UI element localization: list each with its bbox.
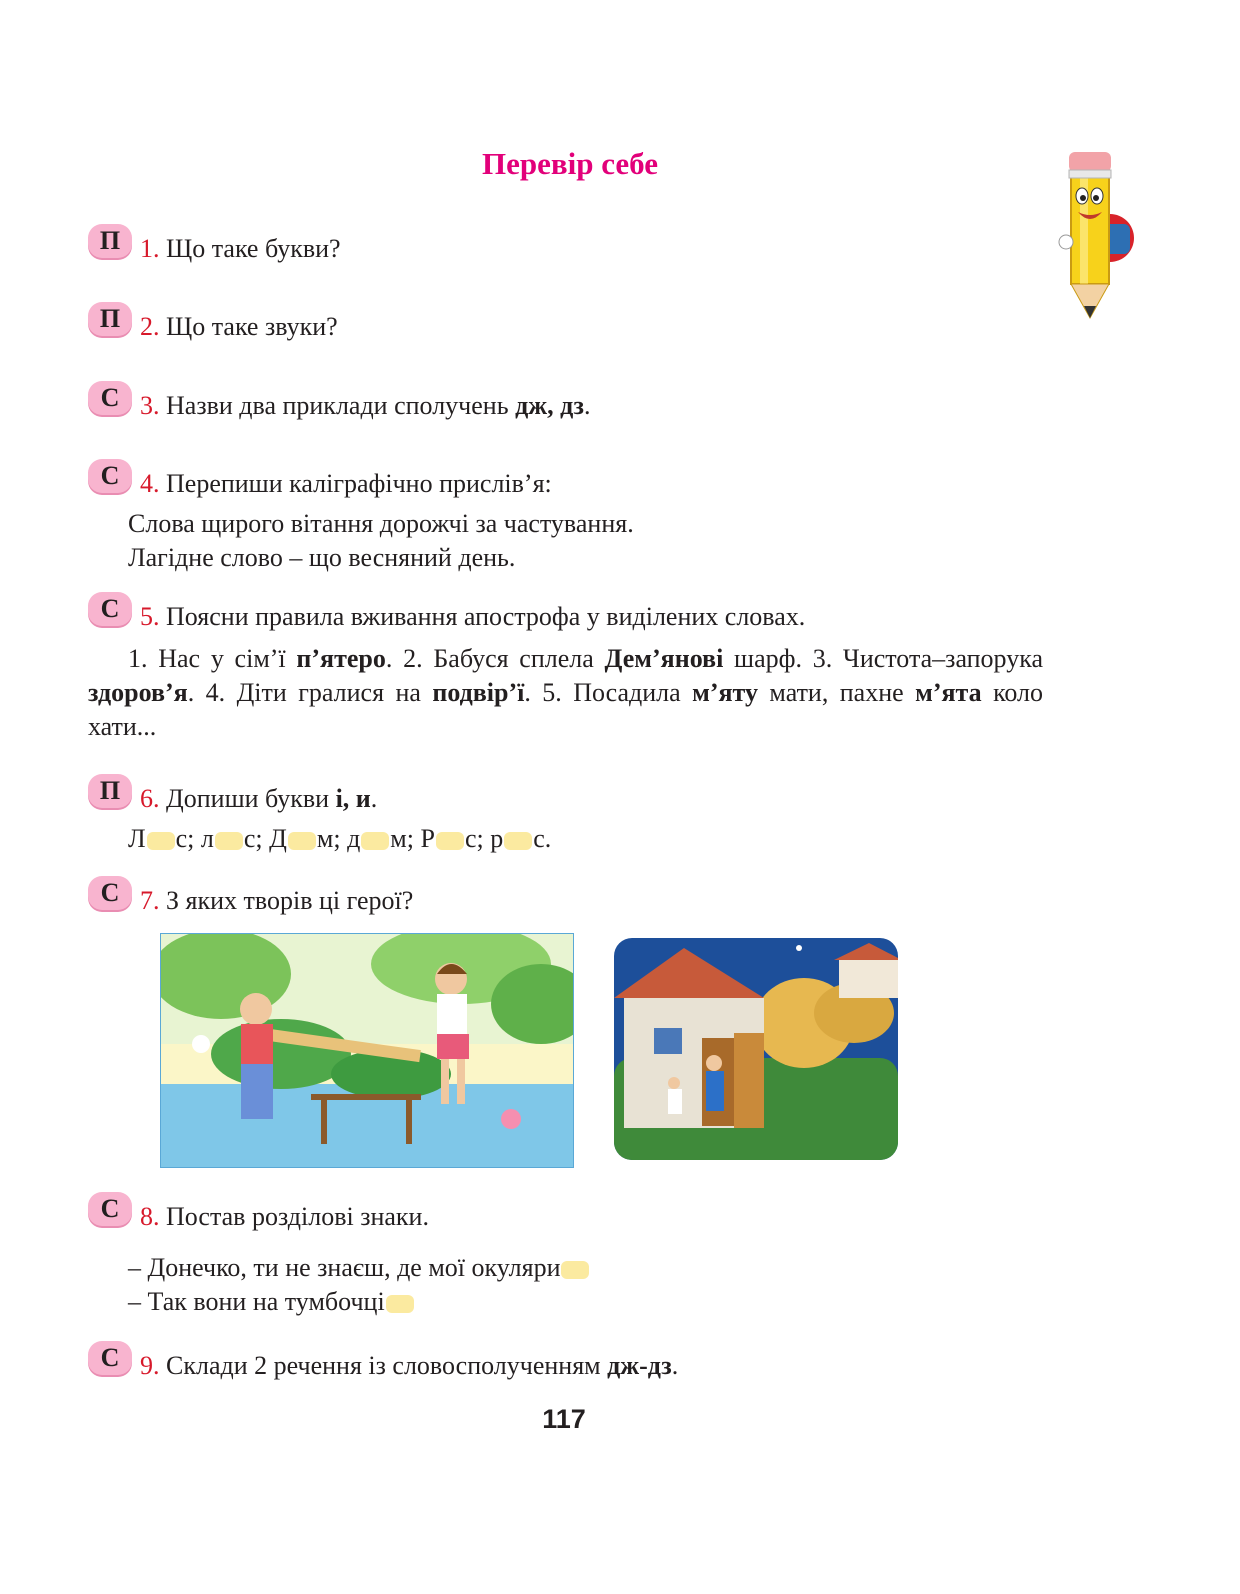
text-run: . 5. Посадила: [524, 678, 693, 707]
proverb-line: Слова щирого вітання дорожчі за частування.: [128, 509, 634, 538]
dialogue-line: [128, 1285, 1068, 1319]
task-number: 8.: [140, 1202, 160, 1231]
task-badge: П: [88, 224, 132, 258]
answer-blank[interactable]: [215, 832, 243, 850]
page-title: Перевір себе: [482, 146, 658, 181]
village-house-night-illustration: [614, 938, 898, 1160]
answer-blank[interactable]: [504, 832, 532, 850]
bold-letters: дж, дз: [515, 391, 585, 420]
text-run: . 2. Бабуся сплела: [385, 644, 605, 673]
punctuation: .: [584, 391, 591, 420]
task-badge: С: [88, 1341, 132, 1375]
fill-in-line: [128, 822, 1068, 856]
text-run: с; Д: [243, 824, 287, 853]
punctuation: .: [370, 784, 378, 813]
task-number: 2.: [140, 312, 160, 341]
task-badge: С: [88, 381, 132, 415]
text-run: . 4. Діти гралися на: [187, 678, 433, 707]
task-question: Що таке букви?: [166, 234, 341, 263]
task-badge: П: [88, 302, 132, 336]
answer-blank[interactable]: [436, 832, 464, 850]
task-9: [88, 1343, 1068, 1383]
text-run: Л: [128, 824, 146, 853]
highlighted-word: м’ята: [915, 678, 982, 707]
task-number: 6.: [140, 784, 160, 813]
text-run: с.: [533, 824, 552, 853]
task-5: [88, 594, 1068, 744]
answer-blank[interactable]: [386, 1295, 414, 1313]
text-run: с; л: [175, 824, 214, 853]
task-4: [88, 461, 1068, 575]
text-run: м; д: [316, 824, 361, 853]
task-question: Постав розділові знаки.: [166, 1202, 429, 1231]
text-run: – Донечко, ти не знаєш, де мої окуляри: [128, 1253, 561, 1282]
highlighted-word: Дем’янові: [604, 644, 724, 673]
answer-blank[interactable]: [561, 1261, 589, 1279]
punctuation: .: [671, 1351, 679, 1380]
page-number: 117: [542, 1404, 586, 1434]
task-question: З яких творів ці герої?: [166, 886, 414, 915]
exercise-paragraph: [88, 642, 1043, 744]
text-run: коло хати...: [88, 678, 1044, 741]
task-8: [88, 1194, 1068, 1319]
answer-blank[interactable]: [288, 832, 316, 850]
task-badge: С: [88, 592, 132, 626]
text-run: мати, пахне: [758, 678, 916, 707]
text-run: – Так вони на тумбочці: [128, 1287, 385, 1316]
task-2: [88, 304, 1068, 344]
task-3: [88, 383, 1068, 423]
task-question: Допиши букви: [166, 784, 336, 813]
task-question: Поясни правила вживання апострофа у виділених словах.: [166, 602, 806, 631]
task-number: 3.: [140, 391, 160, 420]
task-number: 5.: [140, 602, 160, 631]
task-number: 4.: [140, 469, 160, 498]
task-badge: С: [88, 876, 132, 910]
task-7: [88, 878, 1068, 918]
task-question: Перепиши каліграфічно прислів’я:: [166, 469, 552, 498]
highlighted-word: м’яту: [692, 678, 758, 707]
task-badge: С: [88, 459, 132, 493]
task-badge: П: [88, 774, 132, 808]
task-6: [88, 776, 1068, 856]
highlighted-word: п’ятеро: [296, 644, 386, 673]
task-number: 9.: [140, 1351, 160, 1380]
task-question: Що таке звуки?: [166, 312, 338, 341]
task-badge: С: [88, 1192, 132, 1226]
task-number: 7.: [140, 886, 160, 915]
bold-letters: дж-дз: [607, 1351, 672, 1380]
children-by-stream-illustration: [160, 933, 574, 1168]
answer-blank[interactable]: [147, 832, 175, 850]
highlighted-word: здоров’я: [88, 678, 188, 707]
dialogue-line: [128, 1251, 1068, 1285]
text-run: м; Р: [390, 824, 435, 853]
answer-blank[interactable]: [361, 832, 389, 850]
task-1: [88, 226, 1068, 266]
bold-letters: і, и: [335, 784, 371, 813]
text-run: шарф. 3. Чистота–запорука: [723, 644, 1043, 673]
highlighted-word: подвір’ї: [432, 678, 525, 707]
task-number: 1.: [140, 234, 160, 263]
task-question: Склади 2 речення із словосполученням: [166, 1351, 608, 1380]
text-run: 1. Нас у сім’ї: [128, 644, 297, 673]
task-question: Назви два приклади сполучень: [166, 391, 516, 420]
text-run: с; р: [464, 824, 504, 853]
proverb-line: Лагідне слово – що весняний день.: [128, 543, 516, 572]
